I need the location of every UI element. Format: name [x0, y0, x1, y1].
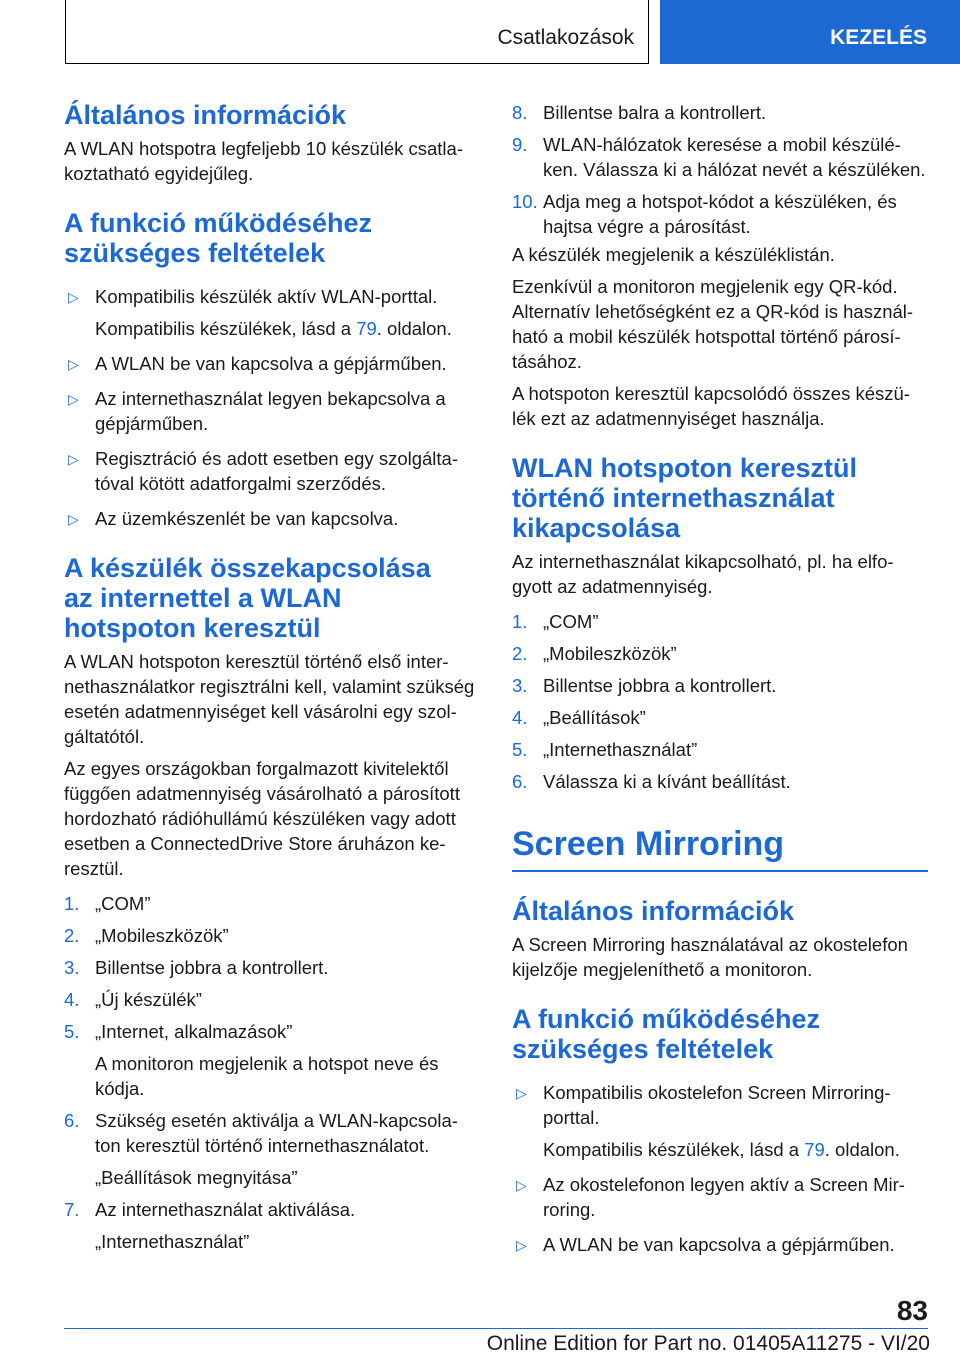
step-text: Adja meg a hotspot-kódot a készüléken, és hajtsa végre a párosítást. [543, 191, 897, 237]
step-item [512, 132, 928, 182]
footer-divider [64, 1328, 928, 1329]
step-number: 3. [512, 675, 528, 696]
list-item: ▷ Kompatibilis készülék aktív WLAN-porttal. [64, 284, 480, 309]
paragraph: A Screen Mirroring használatával az okostelefon kijelzője megjeleníthető a monitoron. [512, 934, 908, 980]
step-text: Billentse balra a kontrollert. [543, 102, 767, 123]
paragraph: Az internethasználat kikapcsolható, pl. ha elfo-gyott az adatmennyiség. [512, 551, 894, 597]
header-chapter-tab: KEZELÉS [660, 0, 960, 64]
step-text: „Internet, alkalmazások” [95, 1021, 293, 1042]
list-item: ▷ A WLAN be van kapcsolva a gépjárműben. [512, 1232, 928, 1257]
step-note: „Internethasználat” [95, 1231, 250, 1252]
paragraph: A WLAN hotspotra legfeljebb 10 készülék csatla-koztatható egyidejűleg. [64, 138, 463, 184]
step-item [512, 609, 928, 634]
step-number: 8. [512, 102, 528, 123]
step-number: 4. [512, 707, 528, 728]
bullet-triangle-icon: ▷ [68, 391, 79, 407]
step-number: 9. [512, 134, 528, 155]
right-column [512, 100, 928, 1257]
step-item [64, 955, 480, 980]
paragraph: Az egyes országokban forgalmazott kivitelektől függően adatmennyiség vásárolható a párosított hordozható rádióhullámú készüléken vagy adott esetben a ConnectedDrive Store áruházon ke-resztül. [64, 758, 460, 879]
list-note: Kompatibilis készülékek, lásd a 79. oldalon. [95, 318, 452, 339]
section-title: Általános információk [64, 100, 347, 130]
list-item: ▷ Regisztráció és adott esetben egy szolgálta-tóval kötött adatforgalmi szerződés. [68, 448, 459, 494]
list-item: ▷ Kompatibilis okostelefon Screen Mirroring-porttal. [516, 1082, 891, 1128]
step-note: A monitoron megjelenik a hotspot neve és kódja. [95, 1053, 439, 1099]
step-text: „Új készülék” [95, 989, 202, 1010]
step-text: „COM” [543, 611, 599, 632]
step-text: „COM” [95, 893, 151, 914]
step-number: 5. [512, 739, 528, 760]
step-text: „Mobileszközök” [543, 643, 677, 664]
step-number: 1. [64, 893, 80, 914]
step-item [512, 705, 928, 730]
paragraph: A készülék megjelenik a készüléklistán. [512, 244, 835, 265]
list-item: ▷ Az okostelefonon legyen aktív a Screen Mir-roring. [516, 1174, 905, 1220]
bullet-triangle-icon: ▷ [516, 1177, 527, 1193]
paragraph: A hotspoton keresztül kapcsolódó összes készü-lék ezt az adatmennyiséget használja. [512, 383, 910, 429]
list-item: ▷ A WLAN be van kapcsolva a gépjárműben. [64, 351, 480, 376]
step-number: 2. [512, 643, 528, 664]
step-text: WLAN-hálózatok keresése a mobil készülé-ken. Válassza ki a hálózat nevét a készüléken. [543, 134, 926, 180]
bullet-triangle-icon: ▷ [68, 511, 79, 527]
list-note: Kompatibilis készülékek, lásd a 79. oldalon. [543, 1139, 900, 1160]
page-link[interactable]: 79 [804, 1139, 825, 1160]
step-item [512, 100, 928, 125]
bullet-triangle-icon: ▷ [68, 356, 79, 372]
step-text: Billentse jobbra a kontrollert. [543, 675, 777, 696]
list-item: ▷ Az internethasználat legyen bekapcsolva a gépjárműben. [68, 388, 446, 434]
step-item [512, 673, 928, 698]
page-link[interactable]: 79 [356, 318, 377, 339]
footer-edition: Online Edition for Part no. 01405A11275 - VI/20 [486, 1332, 930, 1355]
step-number: 6. [64, 1110, 80, 1131]
step-item [64, 891, 480, 916]
step-number: 3. [64, 957, 80, 978]
step-item: 6. Szükség esetén aktiválja a WLAN-kapcsola-ton keresztül történő internethasználatot. [64, 1110, 458, 1156]
step-item [512, 189, 928, 239]
bullet-triangle-icon: ▷ [516, 1085, 527, 1101]
step-number: 2. [64, 925, 80, 946]
section-title: A funkció működéséhez szükséges feltételek [512, 1004, 821, 1064]
bullet-triangle-icon: ▷ [68, 289, 79, 305]
step-number: 10. [512, 191, 538, 212]
bullet-triangle-icon: ▷ [68, 451, 79, 467]
step-text: „Internethasználat” [543, 739, 698, 760]
bullet-triangle-icon: ▷ [516, 1237, 527, 1253]
chapter-heading: Screen Mirroring [512, 824, 928, 872]
step-item [512, 641, 928, 666]
step-item: 7. Az internethasználat aktiválása. [64, 1199, 356, 1220]
step-text: „Mobileszközök” [95, 925, 229, 946]
step-number: 7. [64, 1199, 80, 1220]
paragraph: Ezenkívül a monitoron megjelenik egy QR-kód. Alternatív lehetőségként ez a QR-kód is használ-ható a mobil készülék hotspottal történő párosí-tásához. [512, 276, 914, 372]
step-text: Válassza ki a kívánt beállítást. [543, 771, 791, 792]
section-title: A készülék összekapcsolása az internettel a WLAN hotspoton keresztül [64, 553, 431, 643]
step-item [64, 1019, 480, 1044]
left-column [64, 100, 480, 1254]
step-note: „Beállítások megnyitása” [95, 1167, 298, 1188]
paragraph: A WLAN hotspoton keresztül történő első inter-nethasználatkor regisztrálni kell, valamint szükség esetén adatmennyiséget kell vásárolni egy szol-gáltatótól. [64, 651, 475, 747]
list-item: ▷ Az üzemkészenlét be van kapcsolva. [64, 506, 480, 531]
header-section-title: Csatlakozások [497, 26, 634, 49]
section-title: WLAN hotspoton keresztül történő internethasználat kikapcsolása [512, 453, 857, 543]
step-item [512, 769, 928, 794]
step-item [64, 987, 480, 1012]
page-number: 83 [896, 1295, 928, 1326]
step-item [64, 923, 480, 948]
section-title: Általános információk [512, 896, 795, 926]
step-item [512, 737, 928, 762]
step-number: 1. [512, 611, 528, 632]
step-number: 4. [64, 989, 80, 1010]
header-box [65, 0, 649, 64]
step-number: 5. [64, 1021, 80, 1042]
step-text: „Beállítások” [543, 707, 646, 728]
step-number: 6. [512, 771, 528, 792]
section-title: A funkció működéséhez szükséges feltételek [64, 208, 373, 268]
step-text: Billentse jobbra a kontrollert. [95, 957, 329, 978]
